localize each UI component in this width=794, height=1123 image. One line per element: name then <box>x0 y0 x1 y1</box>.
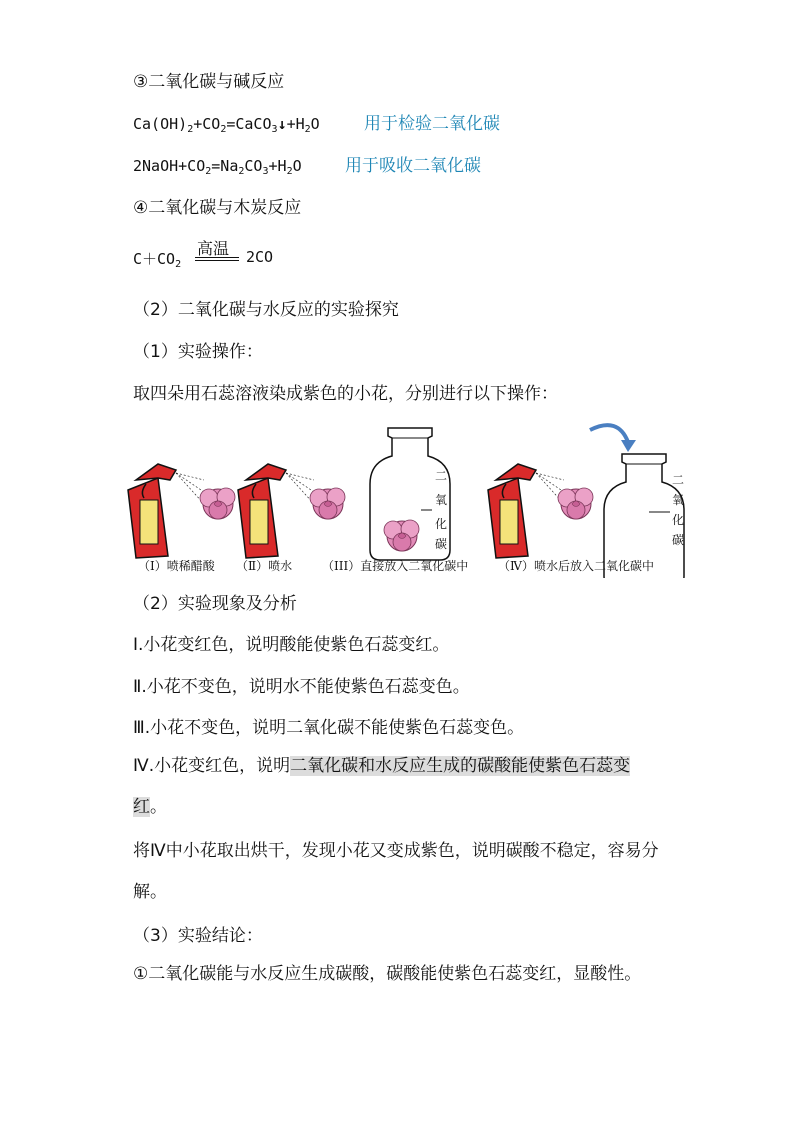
jar-label-char: 氧 <box>672 493 685 507</box>
jar-label-char: 化 <box>435 517 448 531</box>
caption-4: （Ⅳ）喷水后放入二氧化碳中 <box>498 559 654 573</box>
eq2-sub: 3 <box>262 166 269 177</box>
precipitate-arrow: ↓ <box>277 115 287 133</box>
jar-label-char: 碳 <box>672 533 685 547</box>
flower-icon <box>200 488 235 519</box>
analysis-dry: 将Ⅳ中小花取出烘干，发现小花又变成紫色，说明碳酸不稳定，容易分解。 <box>133 841 659 902</box>
eq2-part: O <box>292 157 302 175</box>
analysis-iv-suffix: 。 <box>150 797 167 817</box>
heading-co2-carbon: ④二氧化碳与木炭反应 <box>133 198 302 218</box>
analysis-iii: Ⅲ.小花不变色，说明二氧化碳不能使紫色石蕊变色。 <box>133 718 525 738</box>
eq1-part: +H <box>286 115 305 133</box>
eq3-line-top <box>195 257 239 258</box>
eq3-line-bottom <box>195 260 239 261</box>
jar-label-char: 氧 <box>435 493 448 507</box>
curved-arrow-icon <box>590 425 628 442</box>
eq1-part: Ca(OH) <box>133 115 188 133</box>
eq1-part: =CaCO <box>226 115 272 133</box>
eq1-part: +CO <box>193 115 221 133</box>
eq2-sub: 2 <box>238 166 245 177</box>
flower-icon <box>310 488 345 519</box>
eq3-right: 2CO <box>246 248 274 266</box>
eq2-part: CO <box>244 157 263 175</box>
sprayer-icon <box>488 464 564 558</box>
heading-co2-base: ③二氧化碳与碱反应 <box>133 72 285 92</box>
jar-label-char: 二 <box>435 469 448 483</box>
eq2-part: =Na <box>211 157 239 175</box>
eq1-sub: 2 <box>220 124 227 135</box>
eq2-sub: 2 <box>286 166 293 177</box>
eq2-note: 用于吸收二氧化碳 <box>345 156 481 176</box>
analysis-i: Ⅰ.小花变红色，说明酸能使紫色石蕊变红。 <box>133 635 450 655</box>
jar-label-char: 二 <box>672 473 685 487</box>
eq1-sub: 2 <box>304 124 311 135</box>
equation-naoh <box>133 154 302 178</box>
eq1-sub: 2 <box>187 124 194 135</box>
eq3-condition: 高温 <box>197 239 230 258</box>
sprayer-icon <box>238 464 314 558</box>
eq1-part: O <box>310 115 320 133</box>
operation-text: 取四朵用石蕊溶液染成紫色的小花，分别进行以下操作： <box>133 384 558 404</box>
eq3-left-text: C＋CO <box>133 250 176 268</box>
arrow-head-icon <box>621 440 636 452</box>
analysis-title: （2）实验现象及分析 <box>133 594 297 614</box>
jar-label-char: 化 <box>672 513 685 527</box>
eq2-part: 2NaOH+CO <box>133 157 206 175</box>
eq1-sub: 3 <box>271 124 278 135</box>
caption-3: （III）直接放入二氧化碳中 <box>322 559 469 573</box>
section-title: （2）二氧化碳与水反应的实验探究 <box>133 300 399 320</box>
equation-carbon <box>133 238 333 278</box>
caption-1: （I）喷稀醋酸 <box>138 559 215 573</box>
caption-2: （Ⅱ）喷水 <box>236 559 293 573</box>
eq3-left <box>133 248 181 269</box>
eq1-note: 用于检验二氧化碳 <box>364 114 500 134</box>
analysis-iv-prefix: Ⅳ.小花变红色，说明 <box>133 756 291 776</box>
operation-title: （1）实验操作： <box>133 342 263 362</box>
sprayer-icon <box>128 464 204 558</box>
conclusion-title: （3）实验结论： <box>133 926 263 946</box>
analysis-iv <box>133 746 663 828</box>
experiment-figure <box>118 418 688 578</box>
conclusion-1: ①二氧化碳能与水反应生成碳酸，碳酸能使紫色石蕊变红，显酸性。 <box>133 964 642 984</box>
eq3-sub: 2 <box>175 259 182 270</box>
flower-icon <box>558 488 593 519</box>
jar-label-char: 碳 <box>435 537 448 551</box>
answer-highlight: 二氧化碳和水反应生成的碳酸能使紫色石蕊变红 <box>133 756 631 817</box>
analysis-ii: Ⅱ.小花不变色，说明水不能使紫色石蕊变色。 <box>133 677 470 697</box>
eq2-part: +H <box>268 157 287 175</box>
equation-caoh2 <box>133 112 320 136</box>
eq2-sub: 2 <box>205 166 212 177</box>
